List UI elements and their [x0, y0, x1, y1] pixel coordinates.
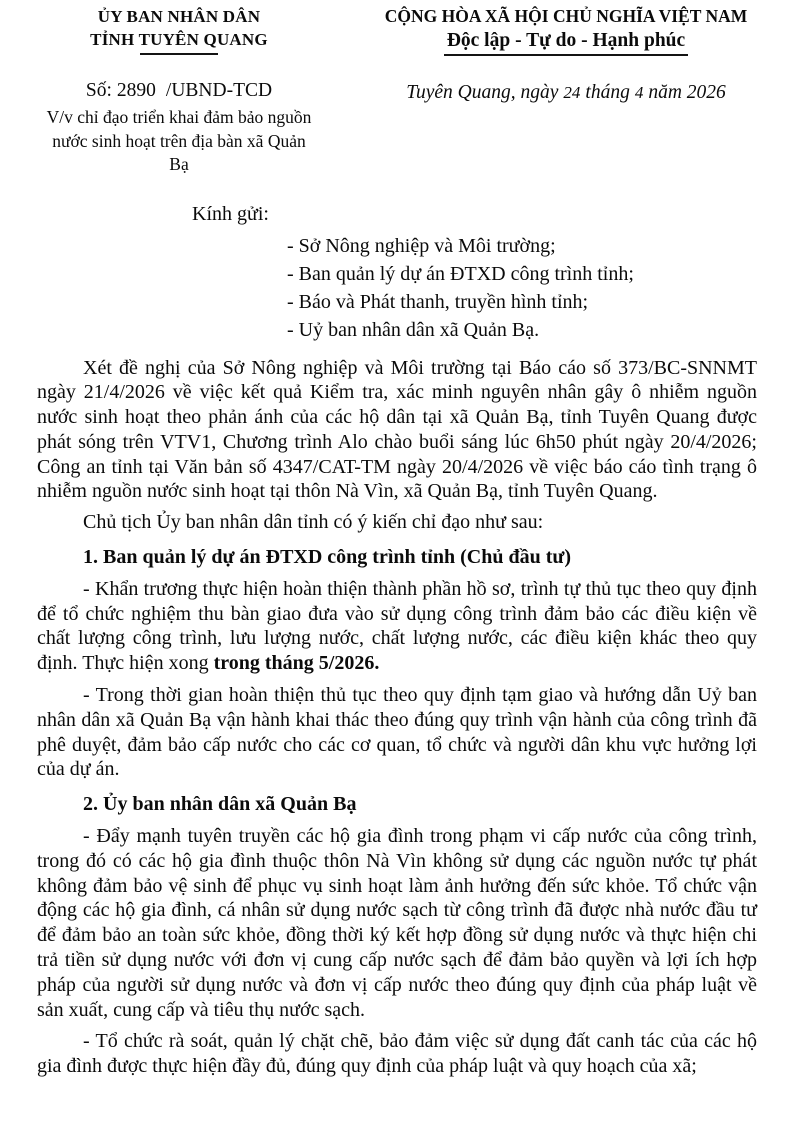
dateline-month-label: tháng — [585, 82, 630, 103]
recipients-label: Kính gửi: — [192, 202, 269, 225]
document-number-prefix: Số: — [85, 80, 112, 101]
dateline-place: Tuyên Quang, ngày — [406, 82, 559, 103]
recipient-item: - Uỷ ban nhân dân xã Quản Bạ. — [287, 318, 540, 341]
recipient-item: - Báo và Phát thanh, truyền hình tỉnh; — [287, 290, 589, 313]
document-number-suffix: /UBND-TCD — [165, 80, 273, 101]
document-body — [37, 356, 757, 1080]
document-header — [0, 0, 792, 177]
document-subject: V/v chỉ đạo triển khai đảm bảo nguồn nước sinh hoạt trên địa bàn xã Quản Bạ — [46, 107, 312, 174]
recipients-list — [287, 232, 792, 344]
recipient-item: - Sở Nông nghiệp và Môi trường; — [287, 234, 556, 257]
national-title: CỘNG HÒA XÃ HỘI CHỦ NGHĨA VIỆT NAM — [384, 6, 748, 26]
national-motto-line — [340, 28, 792, 56]
national-motto: Độc lập - Tự do - Hạnh phúc — [444, 28, 688, 56]
section-1-paragraph-2: - Trong thời gian hoàn thiện thủ tục theo quy định tạm giao và hướng dẫn Uỷ ban nhân dân xã Quản Bạ vận hành khai thác theo đúng quy trình vận hành của công trình đã phê duyệt, đảm bảo cấp nước cho các cơ quan, tổ chức và người dân khu vực hưởng lợi của dự án. — [37, 684, 757, 781]
section-2-heading: 2. Ủy ban nhân dân xã Quản Bạ — [83, 793, 357, 816]
dateline-month: 4 — [634, 83, 644, 102]
recipient-item: - Ban quản lý dự án ĐTXD công trình tỉnh; — [287, 262, 634, 285]
dateline-year: năm 2026 — [648, 82, 726, 103]
issuer-underline-rule — [140, 53, 218, 55]
issuing-authority-block — [28, 5, 330, 177]
section-2-paragraph-1: - Đẩy mạnh tuyên truyền các hộ gia đình trong phạm vi cấp nước của công trình, trong đó có các hộ gia đình thuộc thôn Nà Vìn không sử dụng các nguồn nước tự phát không đảm bảo vệ sinh để phục vụ sinh hoạt làm ảnh hưởng đến sức khỏe. Tổ chức vận động các hộ gia đình, cá nhân sử dụng nước sạch từ công trình đã được nhà nước đầu tư để đảm bảo an toàn sức khỏe, đồng thời ký kết hợp đồng sử dụng nước và thực hiện chi trả tiền sử dụng nước với đơn vị cung cấp nước sạch để đảm bảo quyền và lợi ích hợp pháp của người sử dụng nước và đơn vị cấp nước theo đúng quy định của pháp luật về sản xuất, cung cấp và tiêu thụ nước sạch. — [37, 825, 757, 1021]
intro-paragraph: Xét đề nghị của Sở Nông nghiệp và Môi trường tại Báo cáo số 373/BC-SNNMT ngày 21/4/2026 về việc kết quả Kiểm tra, xác minh nguyên nhân gây ô nhiễm nguồn nước sinh hoạt theo phản ánh của các hộ dân tại xã Quản Bạ, tỉnh Tuyên Quang được phát sóng trên VTV1, Chương trình Alo chào buổi sáng lúc 6h50 phút ngày 20/4/2026; Công an tỉnh tại Văn bản số 4347/CAT-TM ngày 20/4/2026 về việc báo cáo tình trạng ô nhiễm nguồn nước sinh hoạt tại thôn Nà Vìn, xã Quản Bạ, tỉnh Tuyên Quang. — [37, 356, 757, 503]
document-number-line — [28, 78, 330, 103]
national-header-block — [330, 5, 792, 177]
section-1-paragraph-1 — [37, 577, 757, 676]
document-number-value: 2890 — [116, 80, 156, 101]
issuer-name-line-2: TỈNH TUYÊN QUANG — [90, 30, 268, 49]
section-2-paragraph-2: - Tổ chức rà soát, quản lý chặt chẽ, bảo đảm việc sử dụng đất canh tác của các hộ gia đình được thực hiện đầy đủ, đúng quy định của pháp luật và quy hoạch của xã; — [37, 1030, 757, 1078]
place-date-line — [340, 80, 792, 105]
section-1-paragraph-1-deadline: trong tháng 5/2026. — [213, 652, 380, 675]
issuer-name-line-1: ỦY BAN NHÂN DÂN — [97, 7, 261, 26]
section-1-paragraph-1-text: - Khẩn trương thực hiện hoàn thiện thành phần hồ sơ, trình tự thủ tục theo quy định để tổ chức nghiệm thu bàn giao đưa vào sử dụng công trình đảm bảo các điều kiện về chất lượng công trình, lưu lượng nước, chất lượng nước, các điều kiện khác theo quy định. Thực hiện xong — [37, 577, 757, 675]
directive-lead: Chủ tịch Ủy ban nhân dân tỉnh có ý kiến chỉ đạo như sau: — [83, 511, 544, 534]
recipients-block — [0, 202, 792, 344]
dateline-day: 24 — [563, 83, 581, 102]
section-1-heading: 1. Ban quản lý dự án ĐTXD công trình tỉnh (Chủ đầu tư) — [83, 546, 572, 569]
